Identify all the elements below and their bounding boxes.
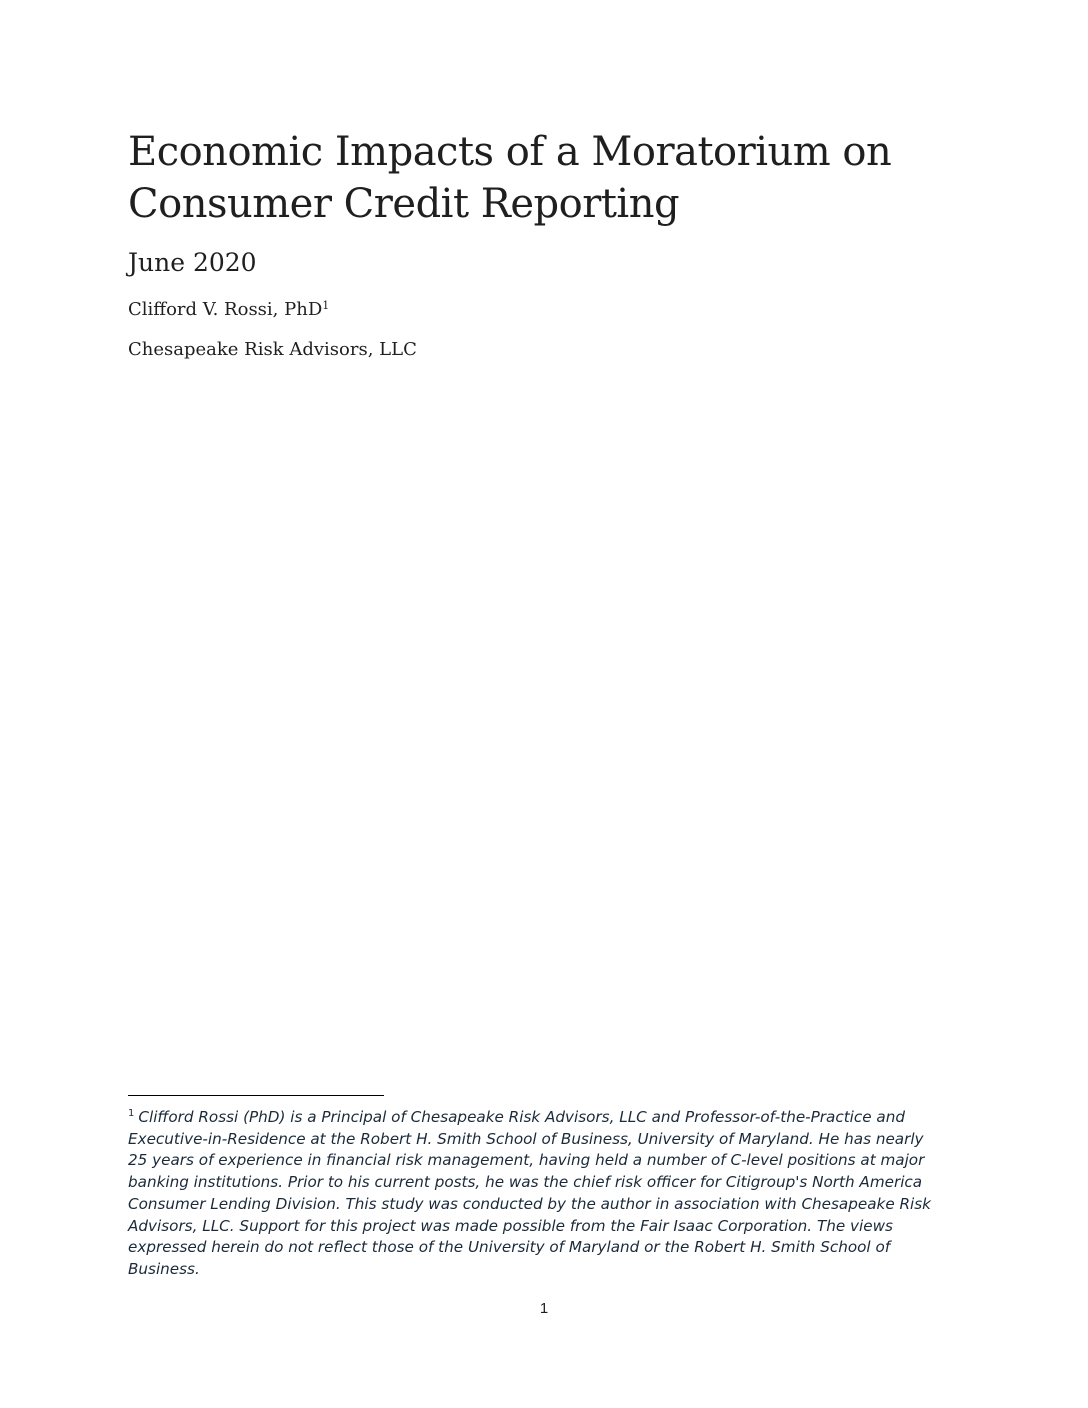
footnote-text: Clifford Rossi (PhD) is a Principal of Chesapeake Risk Advisors, LLC and Professor-of-the-Practice and — [138, 1108, 905, 1126]
publication-date: June 2020 — [128, 248, 257, 277]
author-name: Clifford V. Rossi, PhD — [128, 299, 323, 320]
author-footnote-ref[interactable]: 1 — [322, 299, 330, 312]
footnote — [128, 1107, 968, 1281]
document-title — [128, 126, 968, 230]
footnote-line: 25 years of experience in financial risk management, having held a number of C-level positions at major — [128, 1151, 925, 1170]
footnote-line: Executive-in-Residence at the Robert H. Smith School of Business, University of Maryland. He has nearly — [128, 1129, 924, 1148]
footnote-line: expressed herein do not reflect those of the University of Maryland or the Robert H. Smith School of — [128, 1238, 891, 1257]
footnote-line: banking institutions. Prior to his current posts, he was the chief risk officer for Citigroup's North America — [128, 1173, 923, 1192]
author-line — [128, 297, 329, 323]
title-line-2: Consumer Credit Reporting — [128, 181, 680, 227]
footnote-line — [128, 1107, 968, 1129]
page-number: 1 — [539, 1300, 549, 1317]
footnote-line: Advisors, LLC. Support for this project was made possible from the Fair Isaac Corporation. The views — [128, 1216, 893, 1235]
title-line-1: Economic Impacts of a Moratorium on — [128, 129, 892, 175]
footnote-line: Business. — [128, 1259, 200, 1278]
author-affiliation: Chesapeake Risk Advisors, LLC — [128, 339, 417, 360]
footnote-line: Consumer Lending Division. This study was conducted by the author in association with Chesapeake Risk — [128, 1194, 931, 1213]
footnote-separator — [128, 1095, 384, 1096]
footnote-marker: 1 — [128, 1108, 135, 1119]
